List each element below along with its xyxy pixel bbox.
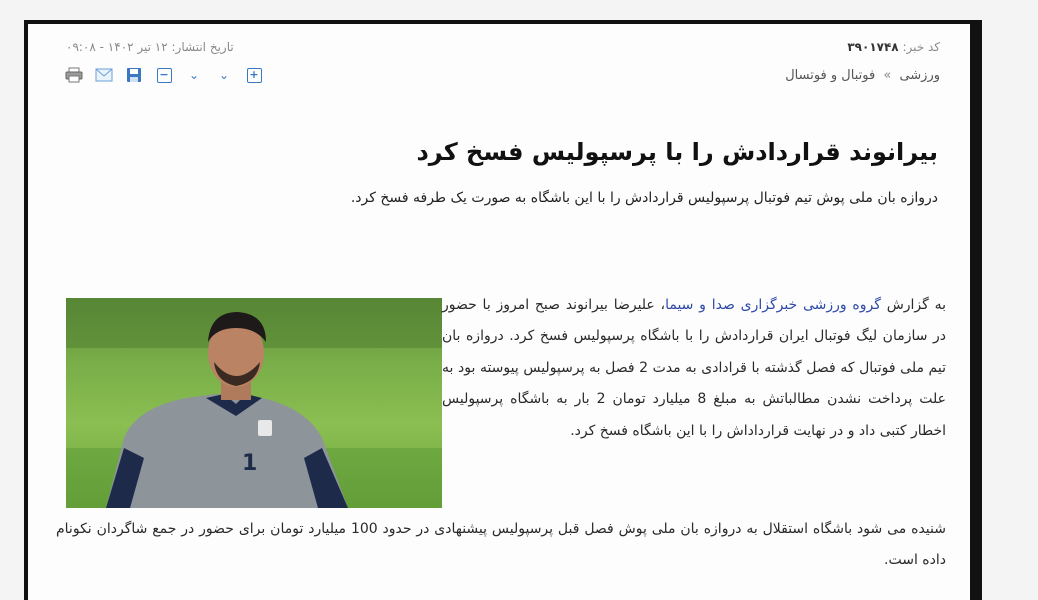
email-button[interactable]	[94, 66, 114, 84]
publish-date-value: ۱۲ تیر ۱۴۰۲ - ۰۹:۰۸	[66, 40, 168, 54]
chevron-down-icon: ⌄	[188, 68, 200, 82]
news-code-label: کد خبر:	[902, 40, 940, 54]
jersey-number: 1	[242, 451, 258, 476]
publish-date-label: تاریخ انتشار:	[171, 40, 234, 54]
increase-font-button[interactable]	[244, 66, 264, 84]
article-title: بیرانوند قراردادش را با پرسپولیس فسخ کرد	[416, 138, 938, 166]
nav-row	[64, 64, 940, 86]
minus-icon: −	[157, 68, 172, 83]
envelope-icon	[95, 68, 113, 82]
goalkeeper-image	[66, 298, 442, 508]
printer-icon	[65, 67, 83, 83]
meta-row	[66, 38, 940, 56]
news-page	[28, 24, 970, 600]
body-intro: به گزارش	[880, 297, 946, 313]
breadcrumb-separator: »	[883, 67, 892, 83]
breadcrumb-section[interactable]: ورزشی	[899, 67, 940, 83]
article-photo	[66, 298, 442, 508]
source-link[interactable]: گروه ورزشی خبرگزاری صدا و سیما	[665, 297, 881, 313]
print-button[interactable]	[64, 66, 84, 84]
plus-icon: +	[247, 68, 262, 83]
article-body-paragraph-1	[442, 290, 946, 447]
article-body-paragraph-2: شنیده می شود باشگاه استقلال به دروازه بان ملی پوش فصل قبل پرسپولیس پیشنهادی در حدود 100 میلیارد تومان برای حضور در جمع شاگردان نکونام داده است.	[56, 521, 946, 569]
body-text: ، علیرضا بیرانوند صبح امروز با حضور در سازمان لیگ فوتبال ایران قراردادش را با باشگاه پرسپولیس فسخ کرد. دروازه بان تیم ملی فوتبال که فصل گذشته با قرادادی به مدت 2 فصل به پرسپولیس پیوسته بود به علت پرداخت نشدن مطالباتش به مبلغ 8 میلیارد تومان 2 بار به باشگاه پرسپولیس اخطار کتبی داد و در نهایت قرارداداش را با این باشگاه فسخ کرد.	[442, 297, 947, 439]
decrease-font-button[interactable]	[154, 66, 174, 84]
article-lead: دروازه بان ملی پوش تیم فوتبال پرسپولیس قراردادش را با این باشگاه به صورت یک طرفه فسخ کرد.	[350, 190, 938, 206]
save-button[interactable]	[124, 66, 144, 84]
article-toolbar	[64, 66, 264, 84]
font-size-down-chevron-2[interactable]	[214, 66, 234, 84]
breadcrumb-subsection[interactable]: فوتبال و فوتسال	[785, 67, 876, 83]
publish-date	[66, 40, 234, 54]
floppy-disk-icon	[126, 67, 142, 83]
breadcrumb	[785, 68, 940, 83]
news-code	[847, 40, 940, 54]
screen-frame	[24, 20, 982, 600]
font-size-down-chevron[interactable]	[184, 66, 204, 84]
chevron-down-icon: ⌄	[218, 68, 230, 82]
news-code-value: ۳۹۰۱۷۴۸	[847, 40, 899, 54]
